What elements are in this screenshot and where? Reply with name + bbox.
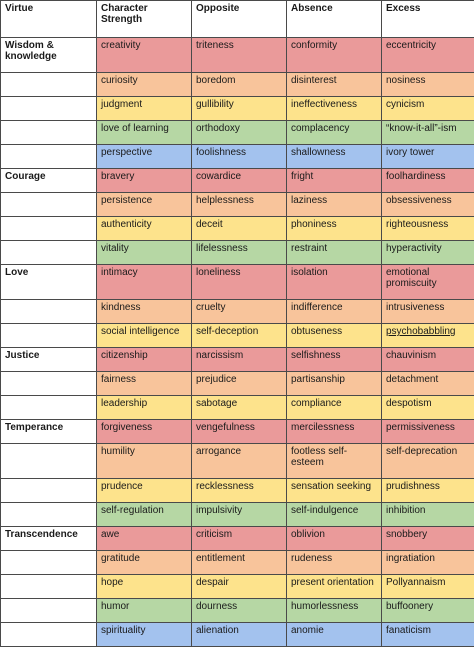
table-row — [1, 503, 474, 527]
character-strength-cell: authenticity — [97, 217, 192, 241]
absence-cell: laziness — [287, 193, 382, 217]
virtue-cell — [1, 623, 97, 647]
character-strength-cell: fairness — [97, 372, 192, 396]
virtue-cell — [1, 73, 97, 97]
excess-cell: despotism — [382, 396, 474, 420]
excess-cell: hyperactivity — [382, 241, 474, 265]
character-strength-cell: bravery — [97, 169, 192, 193]
character-strength-cell: spirituality — [97, 623, 192, 647]
excess-cell: eccentricity — [382, 38, 474, 73]
table-row — [1, 193, 474, 217]
excess-cell: prudishness — [382, 479, 474, 503]
character-strength-cell: perspective — [97, 145, 192, 169]
table-row — [1, 420, 474, 444]
virtue-cell — [1, 241, 97, 265]
character-strength-cell: intimacy — [97, 265, 192, 300]
opposite-cell: vengefulness — [192, 420, 287, 444]
table-body — [1, 38, 474, 647]
character-strength-cell: kindness — [97, 300, 192, 324]
character-strength-cell: gratitude — [97, 551, 192, 575]
virtue-cell: Courage — [1, 169, 97, 193]
excess-cell: detachment — [382, 372, 474, 396]
absence-cell: self-indulgence — [287, 503, 382, 527]
excess-cell: nosiness — [382, 73, 474, 97]
opposite-cell: arrogance — [192, 444, 287, 479]
character-strength-cell: hope — [97, 575, 192, 599]
opposite-cell: prejudice — [192, 372, 287, 396]
header-absence: Absence — [287, 1, 382, 38]
virtue-cell — [1, 217, 97, 241]
virtue-cell: Wisdom & knowledge — [1, 38, 97, 73]
character-strength-cell: self-regulation — [97, 503, 192, 527]
opposite-cell: narcissism — [192, 348, 287, 372]
virtue-cell — [1, 479, 97, 503]
opposite-cell: dourness — [192, 599, 287, 623]
absence-cell: indifference — [287, 300, 382, 324]
absence-cell: isolation — [287, 265, 382, 300]
header-character-strength: Character Strength — [97, 1, 192, 38]
absence-cell: ineffectiveness — [287, 97, 382, 121]
absence-cell: fright — [287, 169, 382, 193]
virtue-cell — [1, 503, 97, 527]
character-strength-cell: social intelligence — [97, 324, 192, 348]
table-row — [1, 444, 474, 479]
table-row — [1, 599, 474, 623]
opposite-cell: orthodoxy — [192, 121, 287, 145]
character-strength-cell: persistence — [97, 193, 192, 217]
opposite-cell: recklessness — [192, 479, 287, 503]
excess-cell: cynicism — [382, 97, 474, 121]
opposite-cell: despair — [192, 575, 287, 599]
excess-cell: intrusiveness — [382, 300, 474, 324]
header-excess: Excess — [382, 1, 474, 38]
virtue-cell: Justice — [1, 348, 97, 372]
character-strength-cell: judgment — [97, 97, 192, 121]
excess-cell: righteousness — [382, 217, 474, 241]
table-row — [1, 372, 474, 396]
opposite-cell: foolishness — [192, 145, 287, 169]
table-row — [1, 121, 474, 145]
virtue-cell: Transcendence — [1, 527, 97, 551]
virtue-cell — [1, 372, 97, 396]
table-row — [1, 38, 474, 73]
opposite-cell: cowardice — [192, 169, 287, 193]
absence-cell: selfishness — [287, 348, 382, 372]
virtue-cell — [1, 300, 97, 324]
character-strength-cell: awe — [97, 527, 192, 551]
opposite-cell: boredom — [192, 73, 287, 97]
opposite-cell: deceit — [192, 217, 287, 241]
absence-cell: obtuseness — [287, 324, 382, 348]
absence-cell: partisanship — [287, 372, 382, 396]
absence-cell: humorlessness — [287, 599, 382, 623]
table-row — [1, 145, 474, 169]
opposite-cell: gullibility — [192, 97, 287, 121]
character-strength-cell: citizenship — [97, 348, 192, 372]
absence-cell: disinterest — [287, 73, 382, 97]
opposite-cell: triteness — [192, 38, 287, 73]
excess-cell: ivory tower — [382, 145, 474, 169]
absence-cell: anomie — [287, 623, 382, 647]
opposite-cell: lifelessness — [192, 241, 287, 265]
virtue-cell — [1, 444, 97, 479]
virtue-cell — [1, 324, 97, 348]
header-row — [1, 1, 474, 38]
opposite-cell: sabotage — [192, 396, 287, 420]
absence-cell: mercilessness — [287, 420, 382, 444]
absence-cell: oblivion — [287, 527, 382, 551]
virtue-cell: Love — [1, 265, 97, 300]
excess-cell: chauvinism — [382, 348, 474, 372]
absence-cell: complacency — [287, 121, 382, 145]
table-row — [1, 551, 474, 575]
table-row — [1, 217, 474, 241]
table-row — [1, 396, 474, 420]
opposite-cell: entitlement — [192, 551, 287, 575]
excess-cell: foolhardiness — [382, 169, 474, 193]
character-strength-cell: forgiveness — [97, 420, 192, 444]
header-virtue: Virtue — [1, 1, 97, 38]
virtue-cell — [1, 97, 97, 121]
absence-cell: sensation seeking — [287, 479, 382, 503]
table-row — [1, 623, 474, 647]
excess-cell: buffoonery — [382, 599, 474, 623]
excess-cell: psychobabbling — [382, 324, 474, 348]
table-row — [1, 241, 474, 265]
virtue-cell: Temperance — [1, 420, 97, 444]
virtue-cell — [1, 575, 97, 599]
virtue-cell — [1, 551, 97, 575]
table-row — [1, 348, 474, 372]
character-strength-cell: curiosity — [97, 73, 192, 97]
opposite-cell: cruelty — [192, 300, 287, 324]
excess-cell: Pollyannaism — [382, 575, 474, 599]
opposite-cell: self-deception — [192, 324, 287, 348]
character-strength-cell: leadership — [97, 396, 192, 420]
character-strength-cell: humor — [97, 599, 192, 623]
absence-cell: restraint — [287, 241, 382, 265]
absence-cell: shallowness — [287, 145, 382, 169]
virtue-cell — [1, 121, 97, 145]
table-row — [1, 265, 474, 300]
opposite-cell: impulsivity — [192, 503, 287, 527]
virtue-cell — [1, 396, 97, 420]
table-row — [1, 479, 474, 503]
virtue-cell — [1, 599, 97, 623]
opposite-cell: loneliness — [192, 265, 287, 300]
table-row — [1, 575, 474, 599]
excess-cell: “know-it-all”-ism — [382, 121, 474, 145]
table-row — [1, 300, 474, 324]
excess-cell: permissiveness — [382, 420, 474, 444]
table-row — [1, 324, 474, 348]
virtue-cell — [1, 193, 97, 217]
table-row — [1, 527, 474, 551]
excess-cell: obsessiveness — [382, 193, 474, 217]
absence-cell: conformity — [287, 38, 382, 73]
excess-cell: emotional promiscuity — [382, 265, 474, 300]
table-row — [1, 169, 474, 193]
excess-cell: ingratiation — [382, 551, 474, 575]
absence-cell: present orientation — [287, 575, 382, 599]
virtue-cell — [1, 145, 97, 169]
table-row — [1, 73, 474, 97]
table-row — [1, 97, 474, 121]
excess-cell: snobbery — [382, 527, 474, 551]
absence-cell: footless self-esteem — [287, 444, 382, 479]
opposite-cell: criticism — [192, 527, 287, 551]
opposite-cell: helplessness — [192, 193, 287, 217]
opposite-cell: alienation — [192, 623, 287, 647]
excess-cell: inhibition — [382, 503, 474, 527]
character-strength-cell: love of learning — [97, 121, 192, 145]
character-strength-cell: humility — [97, 444, 192, 479]
character-strength-cell: vitality — [97, 241, 192, 265]
absence-cell: compliance — [287, 396, 382, 420]
excess-cell: self-deprecation — [382, 444, 474, 479]
excess-cell: fanaticism — [382, 623, 474, 647]
absence-cell: phoniness — [287, 217, 382, 241]
character-strength-cell: creativity — [97, 38, 192, 73]
absence-cell: rudeness — [287, 551, 382, 575]
character-strength-cell: prudence — [97, 479, 192, 503]
header-opposite: Opposite — [192, 1, 287, 38]
